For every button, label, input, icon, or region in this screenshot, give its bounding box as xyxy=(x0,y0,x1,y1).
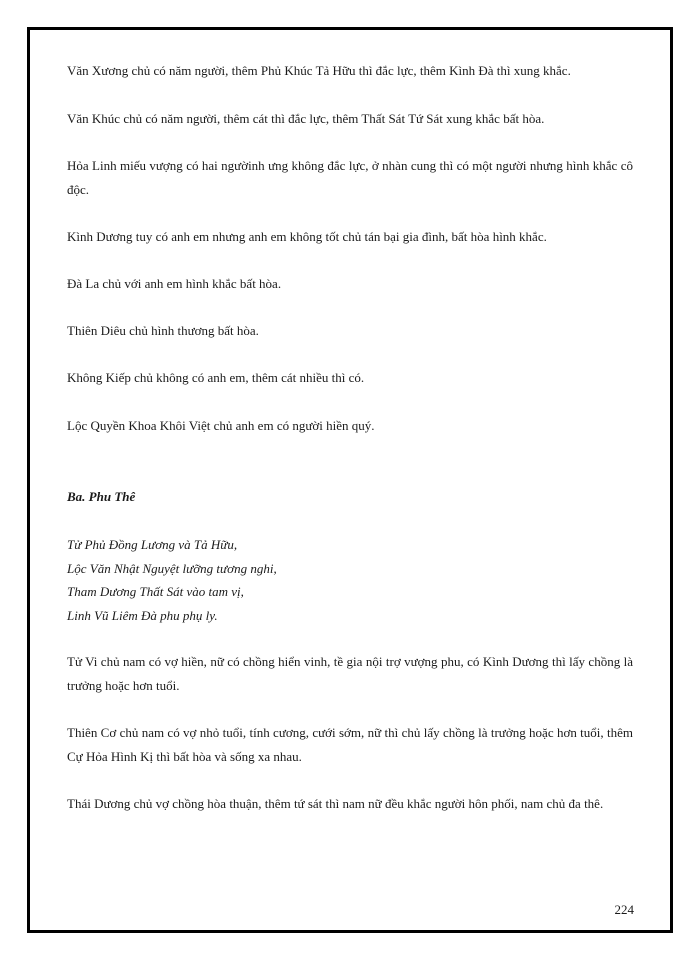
paragraph-kinh-duong: Kình Dương tuy có anh em nhưng anh em không tốt chủ tán bại gia đình, bất hòa hình khắc. xyxy=(67,229,547,244)
poem-line-2: Lộc Văn Nhật Nguyệt lưỡng tương nghi, xyxy=(67,561,277,576)
poem-line-3: Tham Dương Thất Sát vào tam vị, xyxy=(67,584,244,599)
section-heading: Ba. Phu Thê xyxy=(67,489,136,504)
paragraph-da-la: Đà La chủ với anh em hình khắc bất hòa. xyxy=(67,276,282,291)
poem-line-4: Linh Vũ Liêm Đà phu phụ ly. xyxy=(67,608,218,623)
paragraph-thien-co: Thiên Cơ chủ nam có vợ nhỏ tuổi, tính cương, cưới sớm, nữ thì chủ lấy chồng là trưởng hoặc hơn tuổi, thêm Cự Hỏa Hình Kị thì bất hòa và sống xa nhau. xyxy=(67,725,633,764)
paragraph-van-xuong: Văn Xương chủ có năm người, thêm Phủ Khúc Tả Hữu thì đắc lực, thêm Kình Đà thì xung khắc. xyxy=(67,63,571,78)
poem-line-1: Tử Phủ Đồng Lương và Tả Hữu, xyxy=(67,537,238,552)
paragraph-van-khuc: Văn Khúc chủ có năm người, thêm cát thì đắc lực, thêm Thất Sát Tứ Sát xung khắc bất hòa. xyxy=(67,111,545,126)
paragraph-tu-vi: Tử Vi chủ nam có vợ hiền, nữ có chồng hiển vinh, tề gia nội trợ vượng phu, có Kình Dương thì lấy chồng là trưởng hoặc hơn tuổi. xyxy=(67,654,633,693)
paragraph-thien-dieu: Thiên Diêu chủ hình thương bất hòa. xyxy=(67,323,259,338)
paragraph-thai-duong: Thái Dương chủ vợ chồng hòa thuận, thêm tứ sát thì nam nữ đều khắc người hôn phối, nam chủ đa thê. xyxy=(67,796,604,811)
paragraph-hoa-linh: Hỏa Linh miếu vượng có hai ngườinh ưng không đắc lực, ở nhàn cung thì có một người nhưng hình khắc cô độc. xyxy=(67,158,633,197)
paragraph-loc-quyen: Lộc Quyền Khoa Khôi Việt chủ anh em có người hiền quý. xyxy=(67,418,375,433)
paragraph-khong-kiep: Không Kiếp chủ không có anh em, thêm cát nhiều thì có. xyxy=(67,370,365,385)
page-number: 224 xyxy=(614,902,634,917)
